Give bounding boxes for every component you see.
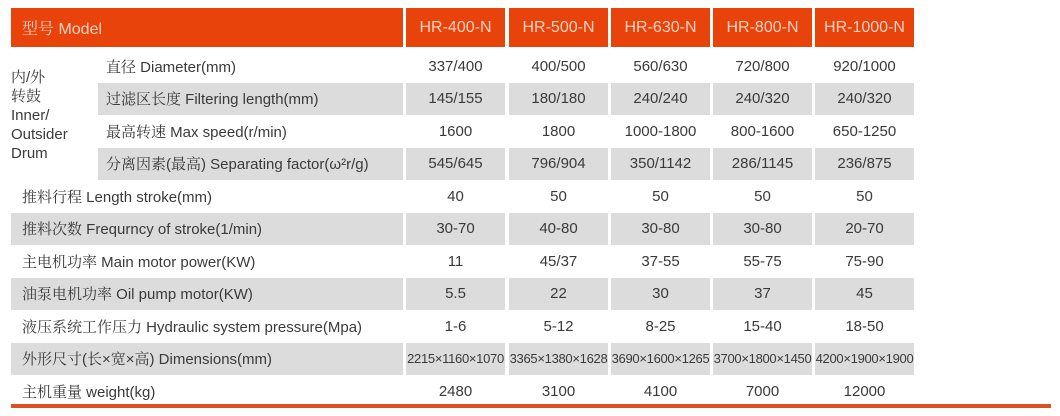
model-header-label: 型号 Model	[11, 8, 403, 47]
cell-value: 560/630	[633, 57, 688, 75]
cell-value: 800-1600	[730, 122, 795, 140]
cell-value: 3690×1600×1265	[611, 343, 710, 375]
cell-value: 50	[550, 187, 567, 205]
table-row-dimensions	[11, 343, 1051, 375]
cell-value: 1800	[541, 122, 576, 140]
cell-value: 4100	[643, 382, 678, 400]
cell-value: 350/1142	[611, 148, 710, 180]
cell-value: 920/1000	[833, 57, 896, 75]
cell-value: 1-6	[444, 317, 467, 335]
cell-value: 5.5	[406, 278, 505, 310]
cell-value: 37-55	[641, 252, 680, 270]
cell-value: 545/645	[406, 148, 505, 180]
model-header-hr500: HR-500-N	[509, 8, 608, 47]
row-label: 主机重量 weight(kg)	[22, 383, 156, 401]
row-label: 推料次数 Frequrncy of stroke(1/min)	[11, 213, 403, 245]
cell-value: 30-70	[406, 213, 505, 245]
row-label: 最高转速 Max speed(r/min)	[106, 123, 287, 141]
table-row-oil-pump-motor	[11, 278, 1051, 310]
table-row-diameter	[11, 50, 1051, 82]
row-label: 油泵电机功率 Oil pump motor(KW)	[11, 278, 403, 310]
row-label: 主电机功率 Main motor power(KW)	[22, 253, 256, 271]
cell-value: 400/500	[531, 57, 586, 75]
cell-value: 236/875	[815, 148, 914, 180]
spec-table	[11, 8, 1051, 408]
row-label: 外形尺寸(长×宽×高) Dimensions(mm)	[11, 343, 403, 375]
table-header-row	[11, 8, 1051, 47]
drum-label-line: 转鼓	[11, 88, 42, 105]
model-header-hr1000: HR-1000-N	[815, 8, 914, 47]
cell-value: 2480	[438, 382, 473, 400]
cell-value: 50	[754, 187, 771, 205]
bottom-rule	[11, 404, 1051, 408]
cell-value: 2215×1160×1070	[406, 343, 505, 375]
cell-value: 40-80	[509, 213, 608, 245]
cell-value: 22	[509, 278, 608, 310]
table-row-main-motor-power	[11, 245, 1051, 277]
cell-value: 337/400	[428, 57, 483, 75]
cell-value: 8-25	[645, 317, 676, 335]
cell-value: 286/1145	[713, 148, 812, 180]
cell-value: 650-1250	[832, 122, 897, 140]
cell-value: 720/800	[735, 57, 790, 75]
row-label: 直径 Diameter(mm)	[106, 58, 236, 76]
table-row-separating-factor	[11, 148, 1051, 180]
table-row-stroke-frequency	[11, 213, 1051, 245]
row-label: 液压系统工作压力 Hydraulic system pressure(Mpa)	[22, 318, 363, 336]
table-row-hydraulic-pressure	[11, 310, 1051, 342]
cell-value: 180/180	[509, 83, 608, 115]
row-label: 分离因素(最高) Separating factor(ω²r/g)	[98, 148, 403, 180]
cell-value: 20-70	[815, 213, 914, 245]
cell-value: 3365×1380×1628	[509, 343, 608, 375]
cell-value: 37	[713, 278, 812, 310]
model-header-hr630: HR-630-N	[611, 8, 710, 47]
cell-value: 11	[447, 252, 464, 270]
cell-value: 240/320	[815, 83, 914, 115]
cell-value: 3100	[541, 382, 576, 400]
cell-value: 240/320	[713, 83, 812, 115]
cell-value: 1000-1800	[624, 122, 697, 140]
cell-value: 3700×1800×1450	[713, 343, 812, 375]
cell-value: 5-12	[543, 317, 574, 335]
table-row-length-stroke	[11, 180, 1051, 212]
model-header-hr400: HR-400-N	[406, 8, 505, 47]
table-row-filtering-length	[11, 83, 1051, 115]
cell-value: 796/904	[509, 148, 608, 180]
cell-value: 45/37	[539, 252, 578, 270]
cell-value: 18-50	[845, 317, 884, 335]
cell-value: 30-80	[611, 213, 710, 245]
cell-value: 15-40	[743, 317, 782, 335]
row-label: 过滤区长度 Filtering length(mm)	[98, 83, 403, 115]
cell-value: 4200×1900×1900	[815, 343, 914, 375]
cell-value: 75-90	[845, 252, 884, 270]
drum-label-line: Outsider	[11, 126, 68, 143]
table-row-max-speed	[11, 115, 1051, 147]
cell-value: 145/155	[406, 83, 505, 115]
cell-value: 12000	[843, 382, 886, 400]
cell-value: 7000	[745, 382, 780, 400]
cell-value: 50	[652, 187, 669, 205]
table-row-weight	[11, 375, 1051, 407]
drum-label-line: Drum	[11, 145, 48, 162]
cell-value: 50	[856, 187, 873, 205]
model-header-hr800: HR-800-N	[713, 8, 812, 47]
cell-value: 40	[447, 187, 464, 205]
drum-label-line: 内/外	[11, 69, 46, 86]
cell-value: 45	[815, 278, 914, 310]
cell-value: 55-75	[743, 252, 782, 270]
cell-value: 30-80	[713, 213, 812, 245]
cell-value: 30	[611, 278, 710, 310]
drum-label-line: Inner/	[11, 107, 50, 124]
row-label: 推料行程 Length stroke(mm)	[22, 188, 213, 206]
cell-value: 1600	[438, 122, 473, 140]
drum-group-label	[11, 68, 91, 163]
cell-value: 240/240	[611, 83, 710, 115]
